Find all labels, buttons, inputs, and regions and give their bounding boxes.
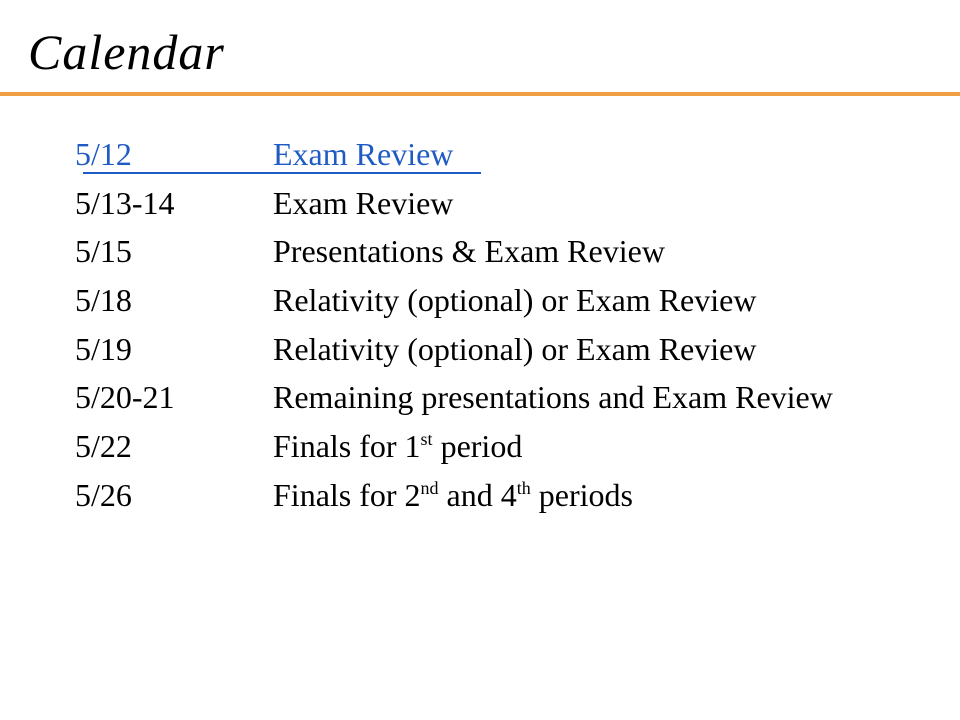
schedule-event: Relativity (optional) or Exam Review	[273, 282, 757, 319]
title-divider	[0, 92, 960, 96]
schedule-row-link[interactable]	[75, 132, 955, 181]
schedule-date: 5/13-14	[75, 184, 175, 221]
schedule-row	[75, 473, 955, 522]
schedule-date: 5/22	[75, 428, 132, 465]
ordinal-suffix: th	[516, 477, 531, 498]
event-text: and 4	[438, 476, 517, 513]
schedule-date: 5/15	[75, 233, 132, 270]
schedule-event	[273, 424, 522, 468]
schedule-event: Exam Review	[273, 184, 454, 221]
ordinal-suffix: nd	[420, 477, 439, 498]
schedule-row	[75, 375, 955, 424]
schedule-row	[75, 278, 955, 327]
event-text: period	[432, 428, 523, 465]
schedule-event: Relativity (optional) or Exam Review	[273, 330, 757, 367]
event-text: Finals for 2	[273, 476, 421, 513]
schedule-row	[75, 229, 955, 278]
schedule-event: Remaining presentations and Exam Review	[273, 379, 833, 416]
schedule-date[interactable]: 5/12	[75, 136, 132, 172]
schedule-row	[75, 181, 955, 230]
schedule-date: 5/20-21	[75, 379, 175, 416]
ordinal-suffix: st	[420, 429, 433, 450]
schedule-list	[75, 132, 955, 522]
schedule-event: Presentations & Exam Review	[273, 233, 665, 270]
schedule-date: 5/18	[75, 282, 132, 319]
slide-title: Calendar	[28, 24, 225, 80]
schedule-row	[75, 424, 955, 473]
event-text: Finals for 1	[273, 428, 421, 465]
schedule-row	[75, 327, 955, 376]
schedule-date: 5/19	[75, 330, 132, 367]
event-text: periods	[530, 476, 633, 513]
schedule-event	[273, 473, 633, 517]
link-underline	[83, 172, 481, 174]
schedule-date: 5/26	[75, 476, 132, 513]
schedule-event[interactable]: Exam Review	[273, 136, 454, 172]
